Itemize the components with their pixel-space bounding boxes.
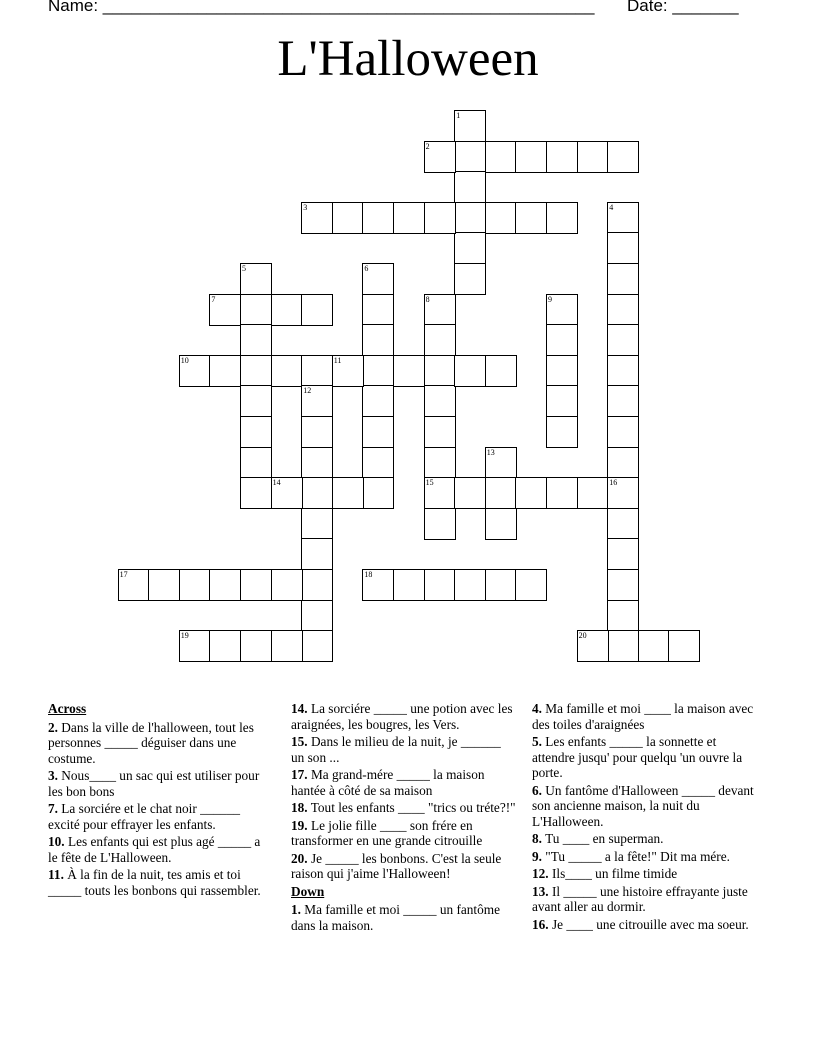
crossword-cell[interactable] [301, 538, 333, 570]
clue-item-text: "Tu _____ a la fête!" Dit ma mére. [541, 848, 730, 864]
crossword-cell[interactable] [454, 202, 486, 234]
crossword-cell[interactable] [454, 110, 486, 142]
clue-item [532, 734, 760, 781]
crossword-cell[interactable] [118, 569, 150, 601]
crossword-cell[interactable] [607, 508, 639, 540]
clue-item-number: 3. [48, 768, 58, 783]
crossword-cell[interactable] [577, 630, 609, 662]
crossword-cell[interactable] [515, 477, 547, 509]
clue-item [532, 783, 760, 830]
name-field-label: Name: ____________________________________________________ [48, 0, 595, 15]
crossword-cell[interactable] [424, 294, 456, 326]
crossword-cell[interactable] [546, 355, 578, 387]
crossword-cell[interactable] [485, 202, 517, 234]
crossword-cell[interactable] [240, 294, 272, 326]
crossword-cell[interactable] [301, 630, 333, 662]
clues-column-3 [532, 701, 760, 934]
down-heading: Down [291, 883, 325, 899]
clues-column-2 [291, 701, 516, 935]
crossword-cell[interactable] [607, 202, 639, 234]
crossword-cell[interactable] [240, 416, 272, 448]
crossword-cell[interactable] [271, 477, 303, 509]
crossword-cell[interactable] [301, 416, 333, 448]
crossword-cell[interactable] [424, 447, 456, 479]
crossword-cell[interactable] [362, 385, 394, 417]
clue-item [291, 734, 516, 765]
crossword-cell[interactable] [362, 294, 394, 326]
crossword-cell[interactable] [301, 447, 333, 479]
crossword-cell[interactable] [362, 477, 394, 509]
clue-item-number: 1. [291, 902, 301, 917]
crossword-cell[interactable] [485, 477, 517, 509]
clue-number: 16 [609, 478, 618, 488]
clue-item [48, 720, 268, 767]
clue-item-text: Le jolie fille ____ son frére en transformer en une grande citrouille [291, 817, 483, 848]
clue-item-number: 10. [48, 834, 65, 849]
clue-number: 18 [364, 570, 373, 579]
crossword-cell[interactable] [454, 355, 486, 387]
clue-item-text: La sorciére et le chat noir ______ excité pour effrayer les enfants. [48, 801, 241, 832]
clue-number: 13 [486, 447, 495, 457]
crossword-cell[interactable] [454, 569, 486, 601]
crossword-cell[interactable] [301, 600, 333, 632]
crossword-cell[interactable] [454, 141, 486, 173]
crossword-cell[interactable] [362, 355, 394, 387]
clue-item [48, 768, 268, 799]
clue-item-text: La sorciére _____ une potion avec les araignées, les bougres, les Vers. [291, 701, 513, 732]
clue-item [291, 851, 516, 882]
crossword-cell[interactable] [546, 141, 578, 173]
clue-item-number: 6. [532, 782, 542, 798]
clue-item-number: 8. [532, 831, 542, 846]
clue-number: 8 [425, 294, 430, 304]
crossword-cell[interactable] [454, 171, 486, 203]
crossword-cell[interactable] [240, 355, 272, 387]
clue-number: 14 [272, 478, 281, 488]
crossword-cell[interactable] [607, 263, 639, 295]
crossword-cell[interactable] [607, 538, 639, 570]
crossword-cell[interactable] [485, 141, 517, 173]
crossword-cell[interactable] [301, 385, 333, 417]
crossword-cell[interactable] [179, 355, 211, 387]
crossword-cell[interactable] [240, 263, 272, 295]
crossword-cell[interactable] [546, 324, 578, 356]
crossword-cell[interactable] [454, 263, 486, 295]
crossword-cell[interactable] [301, 508, 333, 540]
crossword-cell[interactable] [393, 355, 425, 387]
clue-item-text: Je _____ les bonbons. C'est la seule raison qui j'aime l'Halloween! [291, 850, 502, 881]
crossword-cell[interactable] [424, 569, 456, 601]
clue-item-number: 5. [532, 734, 542, 749]
clue-number: 12 [303, 386, 312, 396]
crossword-cell[interactable] [454, 232, 486, 264]
clue-item [48, 834, 268, 865]
crossword-cell[interactable] [607, 385, 639, 417]
clue-item-text: Les enfants _____ la sonnette et attendre jusqu' pour quelqu 'un ouvre la porte. [532, 734, 743, 780]
clue-item-number: 13. [532, 883, 549, 899]
crossword-cell[interactable] [546, 202, 578, 234]
clue-item-text: Je ____ une citrouille avec ma soeur. [548, 916, 749, 932]
crossword-cell[interactable] [362, 263, 394, 295]
clue-item [532, 866, 760, 882]
clue-item [532, 917, 760, 933]
crossword-cell[interactable] [240, 630, 272, 662]
clue-number: 6 [364, 264, 369, 273]
crossword-cell[interactable] [485, 447, 517, 479]
clue-item-text: Dans la ville de l'halloween, tout les personnes _____ déguiser dans une costume. [48, 719, 254, 766]
crossword-cell[interactable] [362, 324, 394, 356]
crossword-cell[interactable] [148, 569, 180, 601]
clue-item-text: Tu ____ en superman. [541, 831, 664, 846]
clues-column-1 [48, 701, 268, 900]
crossword-cell[interactable] [209, 294, 241, 326]
clue-number: 11 [333, 355, 342, 365]
clue-item-number: 12. [532, 866, 549, 881]
crossword-cell[interactable] [577, 477, 609, 509]
crossword-cell[interactable] [607, 416, 639, 448]
crossword-cell[interactable] [424, 385, 456, 417]
crossword-cell[interactable] [240, 569, 272, 601]
crossword-cell[interactable] [179, 630, 211, 662]
clue-item-text: Dans le milieu de la nuit, je ______ un son ... [291, 734, 501, 765]
across-heading: Across [48, 701, 87, 716]
crossword-cell[interactable] [301, 294, 333, 326]
clue-item-number: 15. [291, 734, 308, 749]
clue-item [48, 801, 268, 832]
clue-item [532, 884, 760, 915]
crossword-cell[interactable] [424, 416, 456, 448]
crossword-cell[interactable] [240, 447, 272, 479]
crossword-cell[interactable] [485, 569, 517, 601]
clue-item-text: Ils____ un filme timide [548, 866, 678, 881]
crossword-cell[interactable] [332, 202, 364, 234]
crossword-cell[interactable] [424, 508, 456, 540]
clue-number: 2 [425, 141, 430, 151]
crossword-cell[interactable] [209, 355, 241, 387]
crossword-cell[interactable] [485, 355, 517, 387]
crossword-cell[interactable] [607, 569, 639, 601]
clue-item-text: Un fantôme d'Halloween _____ devant son ancienne maison, la nuit du L'Halloween. [532, 782, 754, 829]
crossword-cell[interactable] [424, 477, 456, 509]
crossword-cell[interactable] [209, 569, 241, 601]
crossword-cell[interactable] [454, 477, 486, 509]
crossword-cell[interactable] [271, 355, 303, 387]
crossword-cell[interactable] [271, 569, 303, 601]
clue-item [291, 818, 516, 849]
clue-item-number: 9. [532, 848, 542, 864]
clue-item-number: 17. [291, 767, 308, 782]
crossword-cell[interactable] [301, 355, 333, 387]
crossword-cell[interactable] [179, 569, 211, 601]
crossword-cell[interactable] [424, 141, 456, 173]
clue-item-number: 19. [291, 817, 308, 833]
clue-item-number: 2. [48, 719, 58, 735]
clue-item [48, 867, 268, 898]
crossword-cell[interactable] [240, 385, 272, 417]
clue-number: 10 [180, 355, 189, 365]
crossword-cell[interactable] [515, 141, 547, 173]
crossword-cell[interactable] [668, 630, 700, 662]
crossword-cell[interactable] [607, 447, 639, 479]
crossword-cell[interactable] [607, 232, 639, 264]
crossword-cell[interactable] [271, 630, 303, 662]
crossword-cell[interactable] [546, 477, 578, 509]
crossword-cell[interactable] [240, 324, 272, 356]
page-title: L'Halloween [277, 31, 539, 87]
crossword-cell[interactable] [607, 630, 639, 662]
crossword-cell[interactable] [393, 569, 425, 601]
crossword-cell[interactable] [546, 294, 578, 326]
clue-item-number: 16. [532, 916, 549, 932]
clue-number: 5 [242, 264, 246, 273]
clue-item-number: 11. [48, 867, 64, 882]
clue-item [532, 849, 760, 865]
clue-item [291, 701, 516, 732]
clue-item [532, 701, 760, 732]
crossword-cell[interactable] [546, 416, 578, 448]
crossword-cell[interactable] [332, 355, 364, 387]
clue-item-number: 18. [291, 800, 308, 815]
clue-item-number: 14. [291, 701, 308, 716]
clue-item-text: Ma famille et moi ____ la maison avec des toiles d'araignées [532, 701, 754, 732]
clue-item-text: Ma famille et moi _____ un fantôme dans la maison. [291, 902, 501, 933]
clue-item-number: 4. [532, 701, 542, 716]
crossword-cell[interactable] [301, 569, 333, 601]
clue-item-text: Les enfants qui est plus agé _____ a le fête de L'Halloween. [48, 834, 261, 865]
crossword-cell[interactable] [577, 141, 609, 173]
crossword-cell[interactable] [424, 324, 456, 356]
crossword-cell[interactable] [362, 447, 394, 479]
crossword-cell[interactable] [362, 416, 394, 448]
crossword-cell[interactable] [515, 569, 547, 601]
crossword-cell[interactable] [301, 202, 333, 234]
crossword-cell[interactable] [485, 508, 517, 540]
crossword-cell[interactable] [332, 477, 364, 509]
clue-number: 4 [609, 202, 614, 212]
crossword-cell[interactable] [607, 355, 639, 387]
crossword-cell[interactable] [607, 141, 639, 173]
crossword-cell[interactable] [607, 600, 639, 632]
clue-number: 1 [456, 111, 461, 120]
clue-number: 20 [578, 631, 587, 641]
clue-number: 19 [180, 631, 189, 641]
crossword-cell[interactable] [607, 477, 639, 509]
crossword-cell[interactable] [301, 477, 333, 509]
clue-item [291, 767, 516, 798]
clue-number: 17 [119, 570, 128, 579]
clue-item-text: Ma grand-mére _____ la maison hantée à côté de sa maison [291, 767, 485, 798]
clue-number: 15 [425, 478, 434, 488]
crossword-cell[interactable] [515, 202, 547, 234]
crossword-cell[interactable] [362, 202, 394, 234]
crossword-cell[interactable] [240, 477, 272, 509]
clue-number: 3 [303, 202, 308, 212]
crossword-cell[interactable] [271, 294, 303, 326]
clue-item-number: 20. [291, 850, 308, 866]
crossword-cell[interactable] [638, 630, 670, 662]
clue-item [291, 800, 516, 816]
clue-item [532, 831, 760, 847]
crossword-cell[interactable] [424, 202, 456, 234]
clue-item-number: 7. [48, 801, 58, 816]
crossword-cell[interactable] [209, 630, 241, 662]
clue-item [291, 902, 516, 933]
clue-number: 7 [211, 294, 216, 304]
clue-item-text: Nous____ un sac qui est utiliser pour les bon bons [48, 768, 260, 799]
clue-item-text: Tout les enfants ____ "trics ou tréte?!" [307, 800, 516, 815]
crossword-cell[interactable] [424, 355, 456, 387]
crossword-cell[interactable] [546, 385, 578, 417]
clue-item-text: Il _____ une histoire effrayante juste avant aller au dormir. [532, 883, 748, 914]
crossword-cell[interactable] [393, 202, 425, 234]
crossword-cell[interactable] [362, 569, 394, 601]
clue-item-text: À la fin de la nuit, tes amis et toi _____ touts les bonbons qui rassembler. [48, 867, 261, 898]
clue-number: 9 [548, 294, 552, 304]
crossword-cell[interactable] [607, 324, 639, 356]
date-field-label: Date: _______ [627, 0, 739, 15]
crossword-cell[interactable] [607, 294, 639, 326]
